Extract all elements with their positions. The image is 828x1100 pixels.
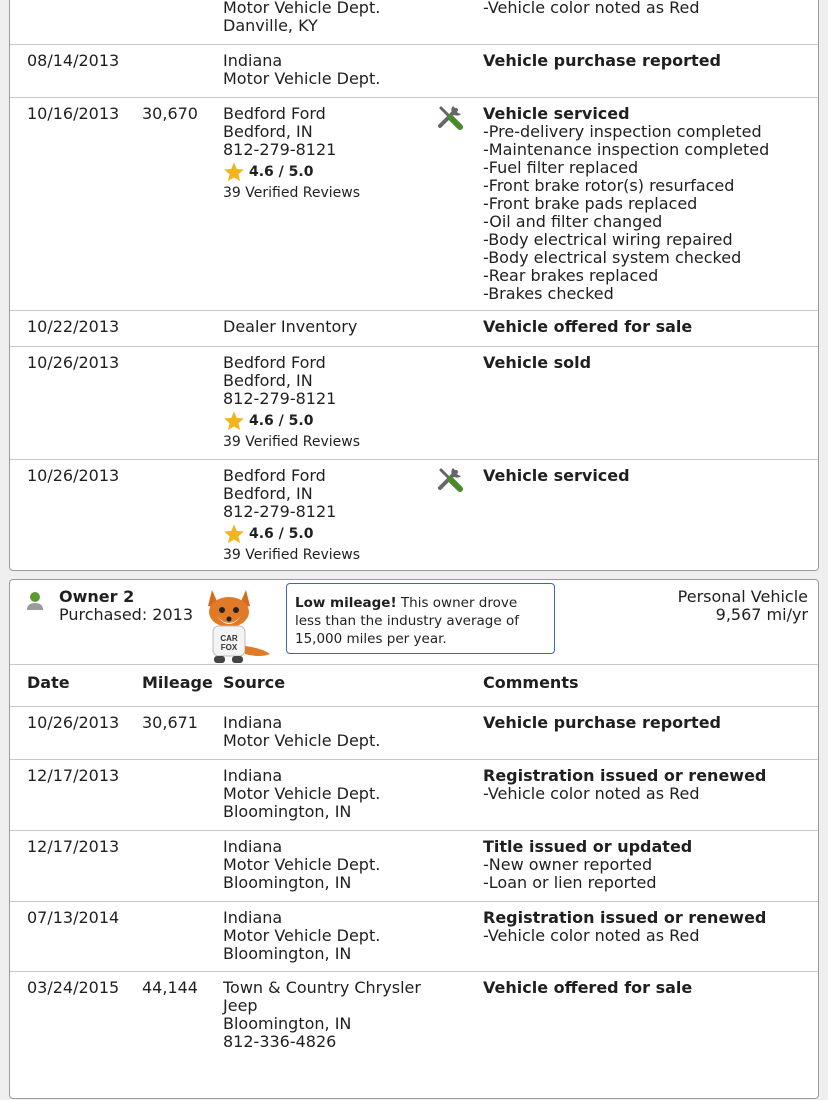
date-cell: 10/16/2013 [27, 104, 120, 123]
table-row [10, 830, 818, 902]
date-cell: 07/13/2014 [27, 908, 120, 927]
source-line: Danville, KY [223, 16, 318, 35]
table-row [10, 459, 818, 572]
source-line: Indiana [223, 908, 283, 927]
star-icon [223, 161, 245, 183]
source-cell [223, 838, 380, 892]
low-mileage-callout [286, 583, 555, 654]
source-line: Indiana [223, 837, 283, 856]
date-cell: 12/17/2013 [27, 766, 120, 785]
date-cell: 12/17/2013 [27, 837, 120, 856]
vehicle-type: Personal Vehicle [677, 587, 808, 606]
verified-reviews-link[interactable]: 39 Verified Reviews [223, 547, 361, 563]
date-cell: 10/26/2013 [27, 713, 120, 732]
source-line: Motor Vehicle Dept. [223, 855, 381, 874]
comment-item: -Maintenance inspection completed [483, 140, 770, 159]
table-row [10, 310, 818, 347]
comment-title: Vehicle sold [483, 353, 592, 372]
source-cell [223, 467, 360, 564]
comments-cell [483, 0, 700, 17]
dealer-phone-link[interactable]: 812-336-4826 [223, 1032, 337, 1051]
source-line: Jeep [223, 996, 258, 1015]
source-line: Motor Vehicle Dept. [223, 69, 381, 88]
dealer-link[interactable]: Bedford Ford [223, 353, 326, 372]
source-line: Bloomington, IN [223, 802, 352, 821]
comment-item: -Front brake pads replaced [483, 194, 698, 213]
table-row [10, 901, 818, 972]
comment-item: -Pre-delivery inspection completed [483, 122, 762, 141]
source-line: Bloomington, IN [223, 1014, 352, 1033]
mileage-cell: 30,670 [142, 104, 198, 123]
service-icon-cell [435, 464, 465, 498]
source-cell [223, 0, 380, 35]
source-line: Bedford, IN [223, 371, 313, 390]
owner-purchased: Purchased: 2013 [59, 605, 194, 624]
table-row [10, 0, 818, 45]
comment-title: Vehicle purchase reported [483, 713, 722, 732]
header-source: Source [223, 673, 286, 692]
mileage-rate: 9,567 mi/yr [715, 605, 808, 624]
dealer-rating[interactable] [223, 161, 360, 183]
date-cell: 10/26/2013 [27, 466, 120, 485]
svg-text:CAR: CAR [220, 634, 238, 643]
wrench-screwdriver-icon [435, 464, 465, 494]
comments-cell [483, 838, 692, 892]
service-icon-cell [435, 102, 465, 136]
carfox-mascot-icon [200, 586, 280, 664]
source-line: Motor Vehicle Dept. [223, 784, 381, 803]
source-cell [223, 979, 421, 1051]
dealer-phone-link[interactable]: 812-279-8121 [223, 502, 337, 521]
comment-item: -Body electrical system checked [483, 248, 742, 267]
dealer-rating[interactable] [223, 410, 360, 432]
source-cell [223, 52, 380, 88]
table-row [10, 44, 818, 98]
rating-score: 4.6 / 5.0 [249, 526, 314, 542]
source-line: Indiana [223, 713, 283, 732]
source-cell [223, 354, 360, 451]
owner-label: Owner 2 [59, 587, 135, 606]
owner-usage [678, 588, 808, 624]
table-row [10, 759, 818, 831]
comment-title: Registration issued or renewed [483, 908, 767, 927]
date-cell: 10/26/2013 [27, 353, 120, 372]
comment-item: -Vehicle color noted as Red [483, 0, 700, 17]
comments-cell [483, 767, 766, 803]
source-line: Bloomington, IN [223, 873, 352, 892]
dealer-link[interactable]: Bedford Ford [223, 466, 326, 485]
dealer-phone-link[interactable]: 812-279-8121 [223, 140, 337, 159]
owner-header [10, 580, 818, 665]
person-icon [26, 591, 44, 611]
source-line: Motor Vehicle Dept. [223, 926, 381, 945]
verified-reviews-link[interactable]: 39 Verified Reviews [223, 434, 361, 450]
comment-item: -Vehicle color noted as Red [483, 926, 700, 945]
comment-title: Vehicle offered for sale [483, 317, 693, 336]
date-cell: 03/24/2015 [27, 978, 120, 997]
svg-text:FOX: FOX [220, 643, 238, 652]
source-line: Bloomington, IN [223, 944, 352, 963]
owner1-history-card [9, 0, 819, 571]
table-row [10, 971, 818, 1100]
table-row [10, 97, 818, 311]
comments-cell [483, 909, 766, 945]
source-cell [223, 767, 380, 821]
comment-item: -Vehicle color noted as Red [483, 784, 700, 803]
comment-item: -Oil and filter changed [483, 212, 663, 231]
rating-score: 4.6 / 5.0 [249, 413, 314, 429]
comment-title: Vehicle serviced [483, 466, 630, 485]
header-date: Date [27, 673, 70, 692]
comment-title: Vehicle offered for sale [483, 978, 693, 997]
callout-text: This owner drove less than the industry average of 15,000 miles per year. [295, 595, 519, 647]
table-row [10, 346, 818, 460]
comment-item: -Rear brakes replaced [483, 266, 659, 285]
comment-title: Title issued or updated [483, 837, 693, 856]
dealer-link[interactable]: Bedford Ford [223, 104, 326, 123]
header-mileage: Mileage [142, 673, 213, 692]
comment-item: -Loan or lien reported [483, 873, 657, 892]
date-cell: 10/22/2013 [27, 317, 120, 336]
comment-item: -Brakes checked [483, 284, 614, 303]
comment-item: -Fuel filter replaced [483, 158, 639, 177]
comment-item: -Front brake rotor(s) resurfaced [483, 176, 735, 195]
star-icon [223, 523, 245, 545]
comment-item: -Body electrical wiring repaired [483, 230, 733, 249]
rating-score: 4.6 / 5.0 [249, 164, 314, 180]
comment-title: Registration issued or renewed [483, 766, 767, 785]
source-cell [223, 105, 360, 202]
mileage-cell: 44,144 [142, 978, 198, 997]
source-cell [223, 714, 380, 750]
callout-title: Low mileage! [295, 595, 397, 611]
table-header [10, 664, 818, 707]
source-line: Indiana [223, 51, 283, 70]
date-cell: 08/14/2013 [27, 51, 120, 70]
mileage-cell: 30,671 [142, 713, 198, 732]
comment-title: Vehicle purchase reported [483, 51, 722, 70]
comment-title: Vehicle serviced [483, 104, 630, 123]
table-row [10, 706, 818, 760]
owner2-history-card [9, 579, 819, 1099]
dealer-phone-link[interactable]: 812-279-8121 [223, 389, 337, 408]
header-comments: Comments [483, 673, 579, 692]
source-line: Motor Vehicle Dept. [223, 731, 381, 750]
source-cell: Dealer Inventory [223, 317, 358, 336]
verified-reviews-link[interactable]: 39 Verified Reviews [223, 185, 361, 201]
star-icon [223, 410, 245, 432]
source-line: Bedford, IN [223, 122, 313, 141]
source-line: Motor Vehicle Dept. [223, 0, 381, 17]
comment-item: -New owner reported [483, 855, 653, 874]
source-line: Indiana [223, 766, 283, 785]
dealer-rating[interactable] [223, 523, 360, 545]
comments-cell [483, 105, 769, 303]
wrench-screwdriver-icon [435, 102, 465, 132]
source-cell [223, 909, 380, 963]
dealer-link[interactable]: Town & Country Chrysler [223, 978, 421, 997]
source-line: Bedford, IN [223, 484, 313, 503]
